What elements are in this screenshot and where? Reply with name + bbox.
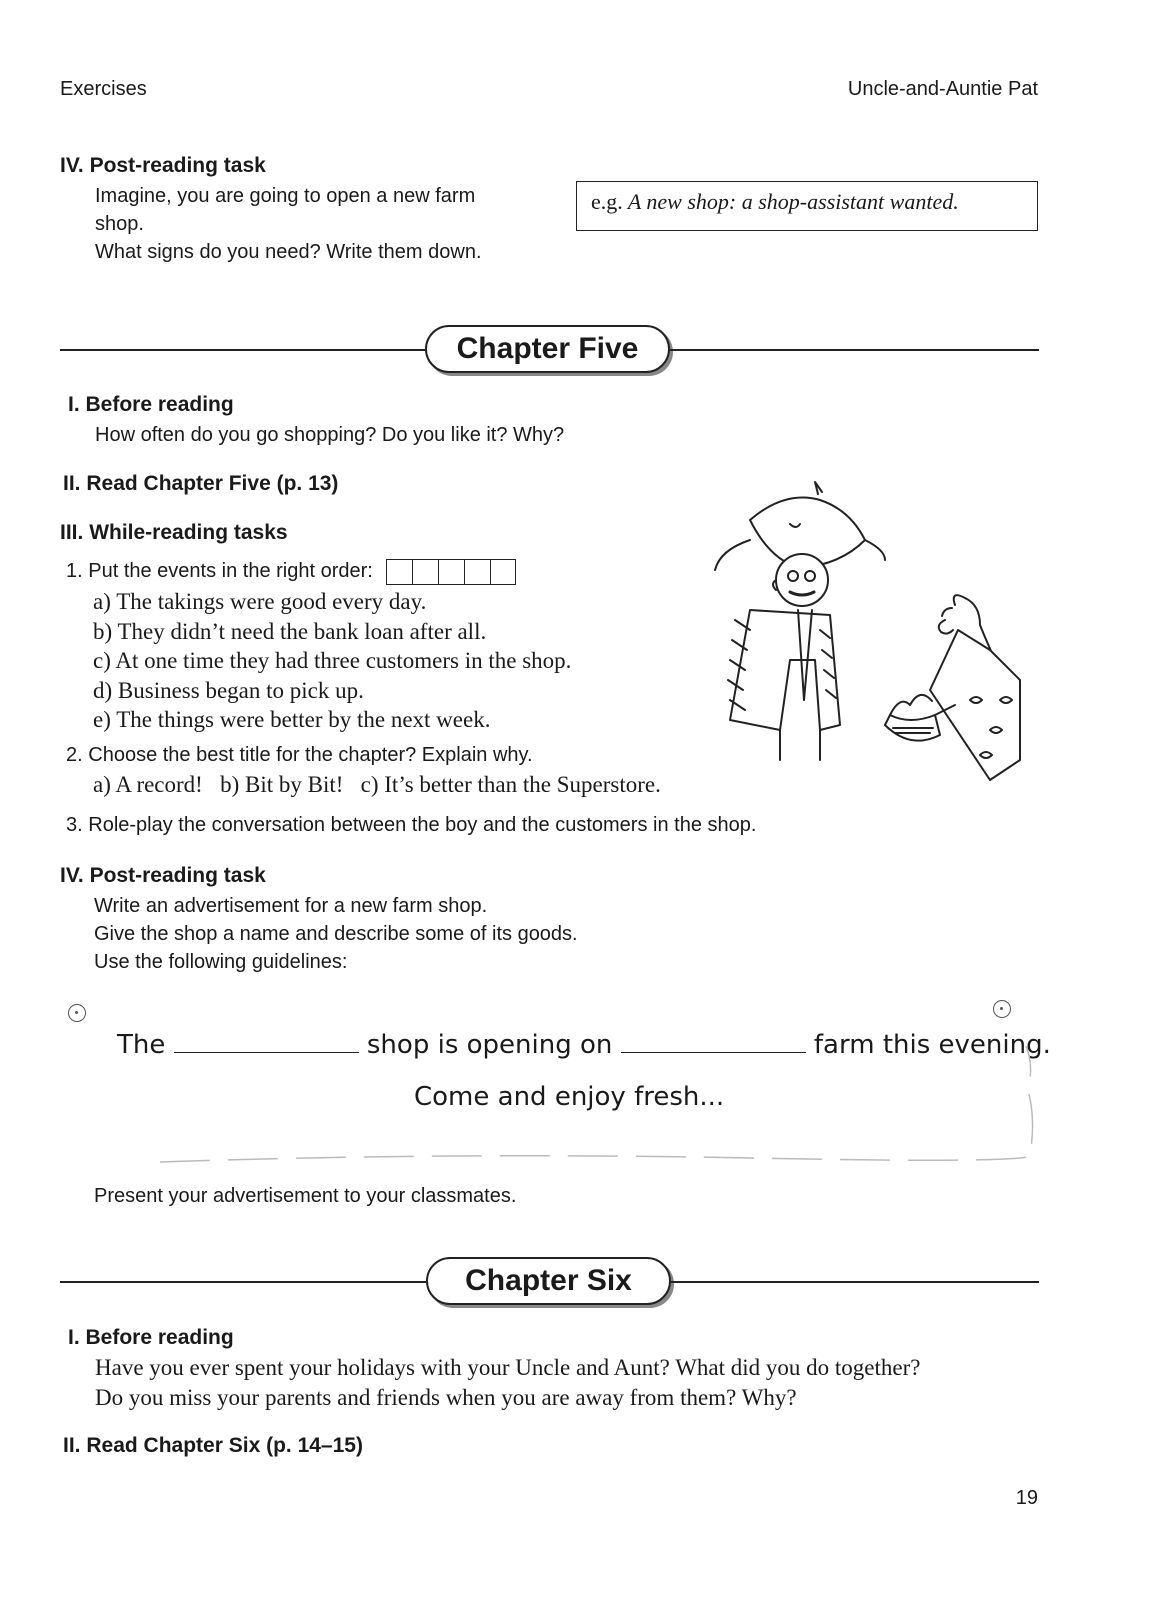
shopkeeper-illustration [690, 480, 1040, 810]
chapter-divider-left [60, 1281, 426, 1283]
example-text: A new shop: a shop-assistant wanted. [627, 189, 959, 214]
ad-text: shop is opening on [366, 1030, 613, 1060]
ch6-read-chapter-heading [63, 1434, 363, 1458]
advertisement-line-2: Come and enjoy fresh... [414, 1082, 725, 1112]
while-reading-heading [60, 521, 288, 545]
section-title: Before reading [85, 1326, 234, 1349]
example-box [576, 181, 1038, 231]
task-text: Put the events in the right order: [88, 560, 373, 582]
answer-order-boxes[interactable] [386, 559, 516, 585]
page-number: 19 [1015, 1487, 1038, 1509]
task-number: 2. [66, 744, 83, 766]
section-title: Before reading [85, 393, 234, 416]
example-prefix: e.g. [591, 189, 623, 214]
list-item: c) At one time they had three customers in the shop. [93, 648, 572, 673]
running-header-left: Exercises [60, 78, 147, 100]
post-reading-heading [60, 864, 266, 888]
section-number: IV. [60, 154, 84, 177]
before-reading-text: How often do you go shopping? Do you like it? Why? [95, 424, 565, 446]
section-number: III. [60, 521, 84, 544]
ch6-before-reading-text [95, 1353, 920, 1412]
ad-text: The [117, 1030, 166, 1060]
chapter-five-title: Chapter Five [425, 325, 670, 373]
task-number: 3. [66, 814, 83, 836]
chapter-divider-left [60, 349, 425, 351]
prev-post-reading-heading [60, 154, 266, 178]
events-list [93, 587, 571, 735]
section-title: Post-reading task [89, 154, 266, 177]
chapter-divider-right [671, 1281, 1039, 1283]
text-line: Do you miss your parents and friends when you are away from them? Why? [95, 1384, 797, 1410]
text-line: Imagine, you are going to open a new farm [95, 185, 476, 207]
running-header-right: Uncle-and-Auntie Pat [847, 78, 1038, 100]
task-2-options: a) A record! b) Bit by Bit! c) It’s better than the Superstore. [93, 772, 661, 797]
chapter-six-title: Chapter Six [426, 1257, 671, 1305]
list-item: a) The takings were good every day. [93, 589, 427, 614]
before-reading-heading [68, 393, 234, 417]
section-number: I. [68, 1326, 80, 1349]
card-edge [150, 1040, 1050, 1170]
section-number: I. [68, 393, 80, 416]
ad-text: farm this evening. [813, 1030, 1051, 1060]
pin-icon [68, 1004, 86, 1022]
task-3 [66, 811, 756, 839]
text-line: Give the shop a name and describe some of its goods. [94, 923, 578, 945]
text-line: What signs do you need? Write them down. [95, 241, 482, 263]
section-number: IV. [60, 864, 84, 887]
list-item: e) The things were better by the next week. [93, 707, 491, 732]
task-1 [66, 557, 516, 585]
text-line: Write an advertisement for a new farm shop. [94, 895, 488, 917]
text-line: Use the following guidelines: [94, 951, 348, 973]
section-title: While-reading tasks [89, 521, 288, 544]
task-text: Choose the best title for the chapter? Explain why. [88, 744, 533, 766]
post-reading-text [94, 892, 578, 976]
read-chapter-heading [63, 472, 338, 496]
task-text: Role-play the conversation between the boy and the customers in the shop. [88, 814, 757, 836]
ch6-before-reading-heading [68, 1326, 234, 1350]
present-instruction: Present your advertisement to your classmates. [94, 1185, 517, 1207]
pin-icon [993, 1000, 1011, 1018]
chapter-divider-right [670, 349, 1039, 351]
list-item: d) Business began to pick up. [93, 677, 364, 703]
section-title: Read Chapter Six (p. 14–15) [86, 1434, 363, 1457]
section-number: II. [63, 472, 81, 495]
prev-post-reading-text [95, 182, 555, 266]
task-2 [66, 741, 533, 769]
task-number: 1. [66, 560, 83, 582]
text-line: Have you ever spent your holidays with your Uncle and Aunt? What did you do together? [95, 1355, 921, 1380]
text-line: shop. [95, 213, 144, 235]
section-title: Read Chapter Five (p. 13) [86, 472, 339, 495]
section-title: Post-reading task [89, 864, 266, 887]
list-item: b) They didn’t need the bank loan after all. [93, 618, 487, 644]
section-number: II. [63, 1434, 81, 1457]
